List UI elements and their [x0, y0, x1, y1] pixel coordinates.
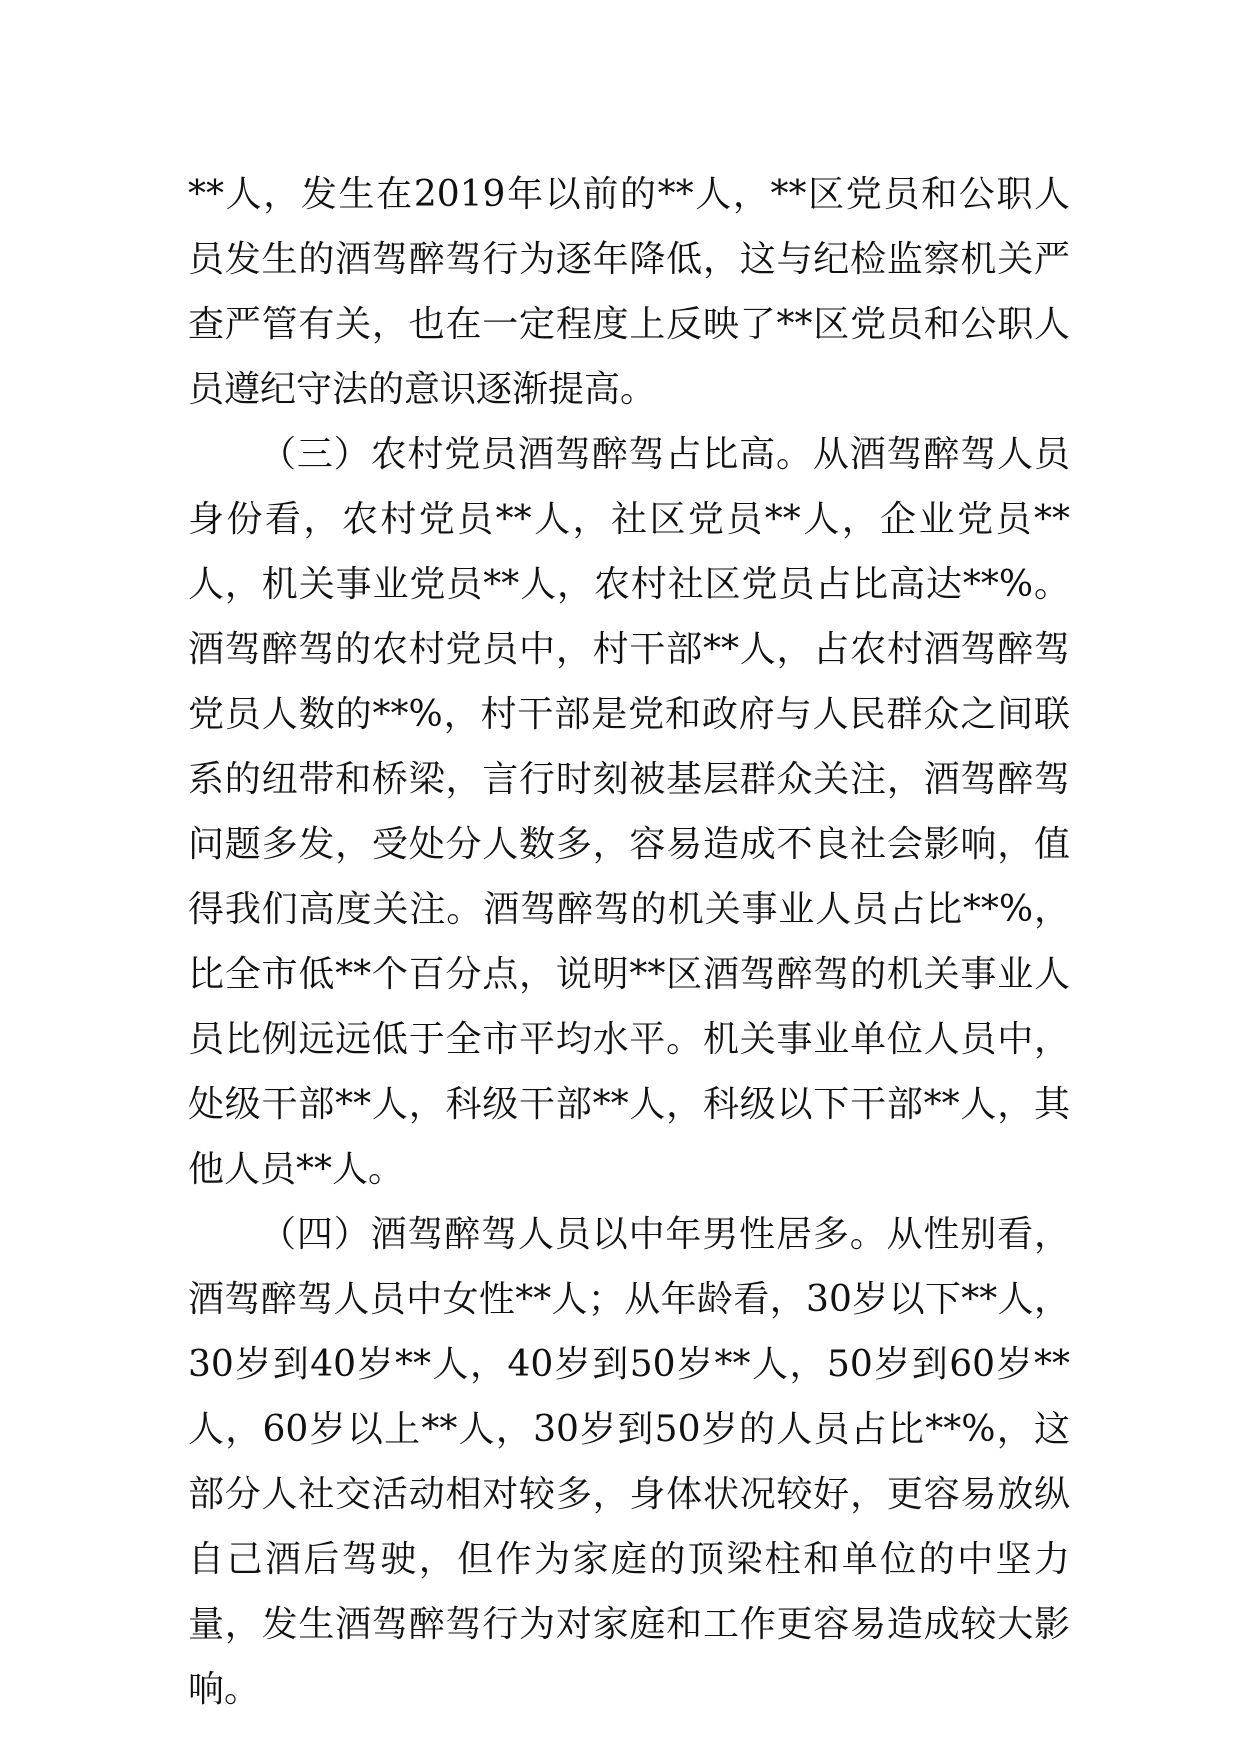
paragraph-continuation: **人，发生在2019年以前的**人，**区党员和公职人员发生的酒驾醉驾行为逐年降低，这与纪检监察机关严查严管有关，也在一定程度上反映了**区党员和公职人员遵纪守法的意识逐渐提高。	[188, 174, 1070, 410]
paragraph-section-three: （三）农村党员酒驾醉驾占比高。从酒驾醉驾人员身份看，农村党员**人，社区党员**人，企业党员**人，机关事业党员**人，农村社区党员占比高达**%。酒驾醉驾的农村党员中，村干部**人，占农村酒驾醉驾党员人数的**%，村干部是党和政府与人民群众之间联系的纽带和桥梁，言行时刻被基层群众关注，酒驾醉驾问题多发，受处分人数多，容易造成不良社会影响，值得我们高度关注。酒驾醉驾的机关事业人员占比**%，比全市低**个百分点，说明**区酒驾醉驾的机关事业人员比例远远低于全市平均水平。机关事业单位人员中，处级干部**人，科级干部**人，科级以下干部**人，其他人员**人。	[188, 434, 1070, 1190]
paragraph-section-four: （四）酒驾醉驾人员以中年男性居多。从性别看，酒驾醉驾人员中女性**人；从年龄看，30岁以下**人，30岁到40岁**人，40岁到50岁**人，50岁到60岁**人，60岁以上**人，30岁到50岁的人员占比**%，这部分人社交活动相对较多，身体状况较好，更容易放纵自己酒后驾驶，但作为家庭的顶梁柱和单位的中坚力量，发生酒驾醉驾行为对家庭和工作更容易造成较大影响。	[188, 1214, 1070, 1710]
document-body	[188, 162, 1070, 1722]
